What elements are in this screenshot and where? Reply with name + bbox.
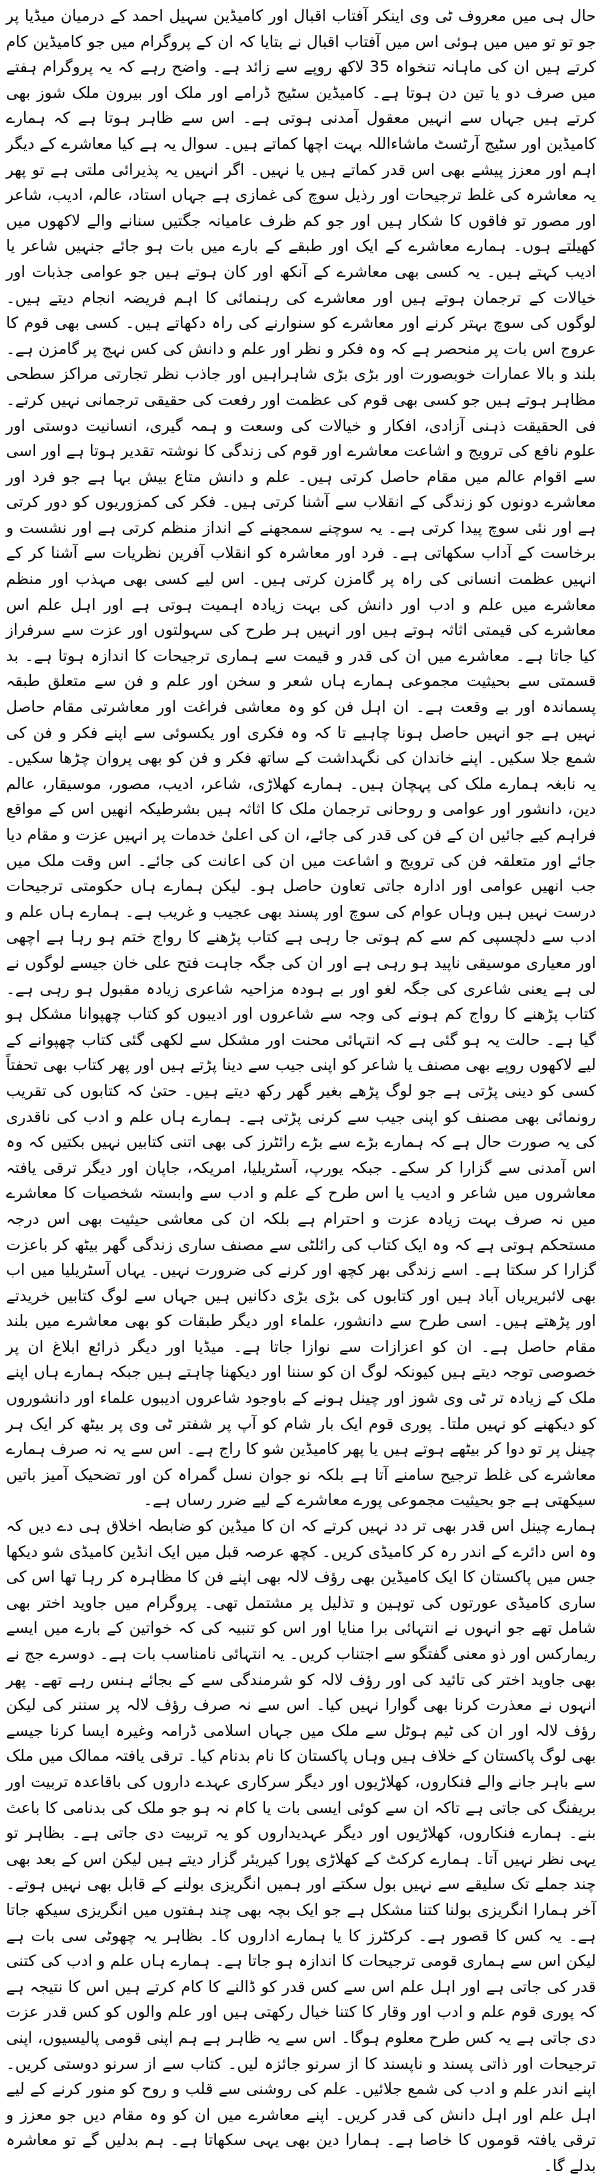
article-paragraph-2: ہمارے چینل اس قدر بھی تر دد نہیں کرتے کہ ان کا میڈین کو ضابطہ اخلاق ہی دے دیں کہ وہ اس دائرے کے اندر رہ کر کامیڈی کریں۔ کچھ عرصہ قبل میں ایک انڈین کامیڈی شو دیکھا جس میں پاکستان کا ایک کامیڈین بھی رؤف لالہ بھی اپنے فن کا مظاہرہ کر رہا تھا اس کی ساری کامیڈی عورتوں کی توہین و تذلیل پر مشتمل تھی۔ پروگرام میں جاوید اختر بھی شامل تھے جو انہوں نے انتہائی برا منایا اور اس کو تنبیہ کی کہ خواتین کے بارے میں ایسے ریمارکس اور ذو معنی گفتگو سے اجتناب کریں۔ یہ انتہائی نامناسب بات ہے۔ دوسرے جج نے بھی جاوید اختر کی تائید کی اور رؤف لالہ کو شرمندگی سے کے بجائے ہنس رہے تھے۔ پھر انہوں نے معذرت کرنا بھی گوارا نہیں کیا۔ اس سے نہ صرف رؤف لالہ پر سننر کی لیکن رؤف لالہ اور ان کی ٹیم ہوٹل سے ملک میں جہاں اسلامی ڈرامہ وغیرہ ایسا کرنا جیسے بھی لوگ پاکستان کے خلاف ہیں وہاں پاکستان کا نام بدنام کیا۔ ترقی یافتہ ممالک میں ملک سے باہر جانے والے فنکاروں، کھلاڑیوں اور دیگر سرکاری عہدے داروں کی باقاعدہ تربیت اور بریفنگ کی جاتی ہے تاکہ ان سے کوئی ایسی بات یا کام نہ ہو جو ملک کی بدنامی کا باعث بنے۔ ہمارے فنکاروں، کھلاڑیوں اور دیگر عہدیداروں کو یہ تربیت دی جاتی ہے۔ بظاہر تو یہی نظر نہیں آتا۔ ہمارے کرکٹ کے کھلاڑی پورا کیریئر گزار دیتے ہیں لیکن اس کے بعد بھی چند جملے تک سلیقے سے نہیں بول سکتے اور ہمیں انگریزی بولنے کے قابل بھی نہیں ہوتے۔ آخر ہمارا انگریزی بولنا کتنا مشکل ہے جو ایک بچہ بھی چند ہفتوں میں انگریزی سیکھ جاتا ہے۔ یہ کس کا قصور ہے۔ کرکٹرز کا یا ہمارے اداروں کا۔ بظاہر یہ چھوٹی سی بات ہے لیکن اس سے ہماری قومی ترجیحات کا اندازہ ہو جاتا ہے۔ ہمارے ہاں علم و ادب کی کتنی قدر کی جاتی ہے اور اہل علم اس سے کس قدر کو ڈالنے کا کام کرتے ہیں اس کا نتیجہ ہے کہ پوری قوم علم و ادب اور وقار کا کتنا خیال رکھتی ہیں اور علم والوں کو کس قدر عزت دی جاتی ہے یہ کس طرح معلوم ہوگا۔ اس سے یہ ظاہر ہے ہم اپنی قومی پالیسیوں، اپنی ترجیحات اور ذاتی پسند و ناپسند کا از سرنو جائزہ لیں۔ کتاب سے از سرنو دوستی کریں۔ اپنے اندر علم و ادب کی شمع جلائیں۔ علم کی روشنی سے قلب و روح کو منور کرنے کے لیے اہل علم اور اہل دانش کی قدر کریں۔ اپنے معاشرے میں ان کو وہ مقام دیں جو معزز و ترقی یافتہ قوموں کا خاصا ہے۔ ہمارا دین بھی یہی سکھاتا ہے۔ ہم بدلیں گے تو معاشرہ بدلے گا۔	[6, 1517, 596, 2175]
article-paragraph-1: حال ہی میں معروف ٹی وی اینکر آفتاب اقبال اور کامیڈین سہیل احمد کے درمیان میڈیا پر جو تو تو میں میں ہوئی اس میں آفتاب اقبال نے بتایا کہ ان کے پروگرام میں جو کامیڈین کام کرتے ہیں ان کی ماہانہ تنخواہ 35 لاکھ روپے سے زائد ہے۔ واضح رہے کہ یہ پروگرام ہفتے میں صرف دو یا تین دن ہوتا ہے۔ کامیڈین سٹیج ڈرامے اور ملک اور بیرون ملک شوز بھی کرتے ہیں جہاں سے انہیں معقول آمدنی ہوتی ہے۔ اس سے ظاہر ہوتا ہے کہ ہمارے کامیڈین اور سٹیج آرٹسٹ ماشاءاللہ بہت اچھا کماتے ہیں۔ سوال یہ ہے کیا معاشرے کے دیگر اہم اور معزز پیشے بھی اس قدر کماتے ہیں یا نہیں۔ اگر انہیں یہ پذیرائی ملتی ہے تو پھر یہ معاشرہ کی غلط ترجیحات اور رذیل سوچ کی غمازی ہے جہاں استاد، عالم، ادیب، شاعر اور مصور تو فاقوں کا شکار ہیں اور جو کم ظرف عامیانہ جگتیں سنانے والے لاکھوں میں کھیلتے ہوں۔ ہمارے معاشرے کے ایک اور طبقے کے بارے میں بات ہو جائے جنہیں شاعر یا ادیب کہتے ہیں۔ یہ کسی بھی معاشرے کے آنکھ اور کان ہوتے ہیں جو عوامی جذبات اور خیالات کے ترجمان ہوتے ہیں اور معاشرے کی رہنمائی کا اہم فریضہ انجام دیتے ہیں۔ لوگوں کی سوچ بہتر کرنے اور معاشرے کو سنوارنے کی راہ دکھاتے ہیں۔ کسی بھی قوم کا عروج اس بات پر منحصر ہے کہ وہ فکر و نظر اور علم و دانش کی کس نہج پر گامزن ہے۔ بلند و بالا عمارات خوبصورت اور بڑی بڑی شاہراہیں اور جاذب نظر تجارتی مراکز سطحی مظاہر ہوتے ہیں جو کسی بھی قوم کی عظمت اور رفعت کی حقیقی ترجمانی نہیں کرتے۔ فی الحقیقت ذہنی آزادی، افکار و خیالات کی وسعت و ہمہ گیری، انسانیت دوستی اور علوم نافع کی ترویج و اشاعت معاشرے اور قوم کی زندگی کا نوشتہ تقدیر ہوتا ہے اور اسی سے اقوام عالم میں مقام حاصل کرتی ہیں۔ علم و دانش متاع بیش بہا ہے جو فرد اور معاشرے دونوں کو زندگی کے انقلاب سے آشنا کرتی ہیں۔ فکر کی کمزوریوں کو دور کرتی ہے اور نئی سوچ پیدا کرتی ہے۔ یہ سوچنے سمجھنے کے انداز منظم کرتی ہے اور نشست و برخاست کے آداب سکھاتی ہے۔ فرد اور معاشرہ کو انقلاب آفرین نظریات سے آشنا کر کے انہیں عظمت انسانی کی راہ پر گامزن کرتی ہیں۔ اس لیے کسی بھی مہذب اور منظم معاشرے میں علم و ادب اور دانش کی بہت زیادہ اہمیت ہوتی ہے اور اہل علم اس معاشرے کی قیمتی اثاثہ ہوتے ہیں اور انہیں ہر طرح کی سہولتوں اور عزت سے سرفراز کیا جاتا ہے۔ معاشرے میں ان کی قدر و قیمت سے ہماری ترجیحات کا اندازہ ہوتا ہے۔ بد قسمتی سے بحیثیت مجموعی ہمارے ہاں شعر و سخن اور علم و فن سے متعلق طبقہ پسماندہ اور بے وقعت ہے۔ ان اہل فن کو وہ معاشی فراغت اور معاشرتی مقام حاصل نہیں ہے جو انہیں حاصل ہونا چاہیے تا کہ وہ فکری اور یکسوئی سے اپنے فکر و فن کی شمع جلا سکیں۔ اپنے خاندان کی نگہداشت کے ساتھ فکر و فن کو بھی پروان چڑھا سکیں۔ یہ نابغہ ہمارے ملک کی پہچان ہیں۔ ہمارے کھلاڑی، شاعر، ادیب، مصور، موسیقار، عالم دین، دانشور اور عوامی و روحانی ترجمان ملک کا اثاثہ ہیں بشرطیکہ انھیں اس کے مواقع فراہم کیے جائیں ان کے فن کی قدر کی جائے، ان کی اعلیٰ خدمات پر انہیں عزت و مقام دیا جائے اور متعلقہ فن کی ترویج و اشاعت میں ان کی اعانت کی جائے۔ اس وقت ملک میں جب انھیں عوامی اور ادارہ جاتی تعاون حاصل ہو۔ لیکن ہمارے ہاں حکومتی ترجیحات درست نہیں ہیں وہاں عوام کی سوچ اور پسند بھی عجیب و غریب ہے۔ ہمارے ہاں علم و ادب سے دلچسپی کم سے کم ہوتی جا رہی ہے کتاب پڑھنے کا رواج ختم ہو رہا ہے اچھی اور معیاری موسیقی ناپید ہو رہی ہے اور ان کی جگہ جاہت فتح علی خان جیسے لوگوں نے لی ہے یعنی شاعری کی جگہ لغو اور بے ہودہ مزاحیہ شاعری زیادہ مقبول ہو رہی ہے۔ کتاب پڑھنے کا رواج کم ہونے کی وجہ سے شاعروں اور ادیبوں کو کتاب چھپوانا مشکل ہو گیا ہے۔ حالت یہ ہو گئی ہے کہ انتہائی محنت اور مشکل سے لکھی گئی کتاب چھپوانے کے لیے لاکھوں روپے بھی مصنف یا شاعر کو اپنی جیب سے دینا پڑتے ہیں اور پھر کتاب بھی تحفتاً کسی کو دینی پڑتی ہے جو لوگ پڑھے بغیر گھر رکھ دیتے ہیں۔ حتیٰ کہ کتابوں کی تقریب رونمائی بھی مصنف کو اپنی جیب سے کرنی پڑتی ہے۔ ہمارے ہاں علم و ادب کی ناقدری کی یہ صورت حال ہے کہ ہمارے بڑے سے بڑے رائٹرز کی بھی اتنی کتابیں نہیں بکتیں کہ وہ اس آمدنی سے گزارا کر سکے۔ جبکہ یورپ، آسٹریلیا، امریکہ، جاپان اور دیگر ترقی یافتہ معاشروں میں شاعر و ادیب یا اس طرح کے علم و ادب سے وابستہ شخصیات کا معاشرے میں نہ صرف بہت زیادہ عزت و احترام ہے بلکہ ان کی معاشی حیثیت بھی اس درجہ مستحکم ہوتی ہے کہ وہ ایک کتاب کی رائلٹی سے مصنف ساری زندگی گھر بیٹھ کر باعزت گزارا کر سکتا ہے۔ اسے زندگی بھر کچھ اور کرنے کی ضرورت نہیں۔ یہاں آسٹریلیا میں اب بھی لائبریریاں آباد ہیں اور کتابوں کی بڑی بڑی دکانیں ہیں جہاں سے لوگ کتابیں خریدتے اور پڑھتے ہیں۔ اسی طرح سے دانشور، علماء اور دیگر طبقات کو بھی معاشرے میں بلند مقام حاصل ہے۔ ان کو اعزازات سے نوازا جاتا ہے۔ میڈیا اور دیگر ذرائع ابلاغ ان پر خصوصی توجہ دیتے ہیں کیونکہ لوگ ان کو سننا اور دیکھنا چاہتے ہیں جبکہ ہمارے ہاں اپنے ملک کے زیادہ تر ٹی وی شوز اور چینل ہونے کے باوجود شاعروں ادیبوں علماء اور دانشوروں کو دیکھنے کو نہیں ملتا۔ پوری قوم ایک بار شام کو آپ پر شفتر ٹی وی پر بیٹھ کر ایک ہر چینل پر تو دوا کر بیٹھے ہوتے ہیں یا پھر کامیڈین شو کا راج ہے۔ اس سے یہ نہ صرف ہمارے معاشرے کی غلط ترجیح سامنے آتا ہے بلکہ نو جوان نسل گمراہ کن اور تضحیک آمیز باتیں سیکھتی ہے جو بحیثیت مجموعی پورے معاشرے کے لیے ضرر رساں ہے۔	[6, 7, 596, 1510]
